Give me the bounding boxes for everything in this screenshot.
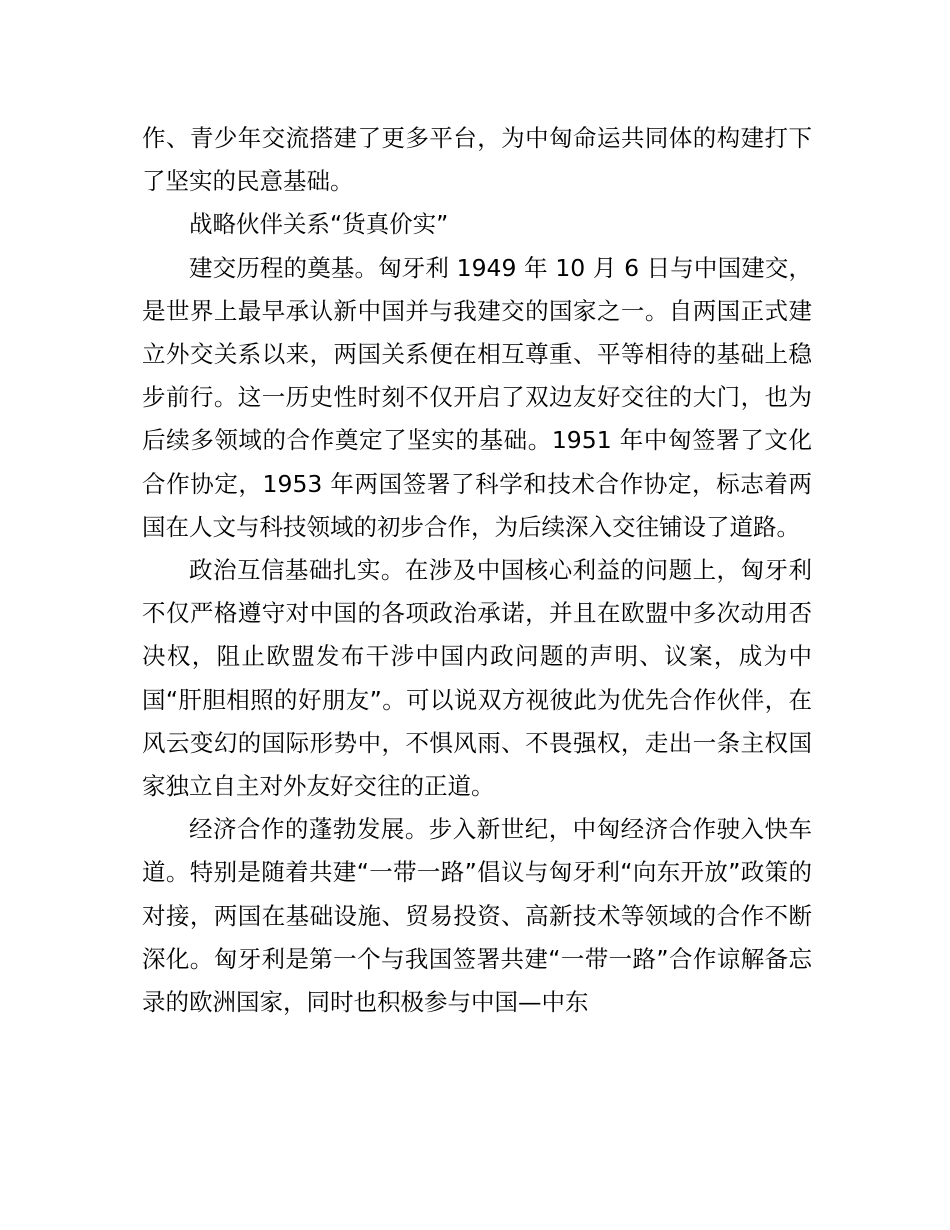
document-body [142, 117, 812, 1024]
paragraph-political-trust: 政治互信基础扎实。在涉及中国核心利益的问题上，匈牙利不仅严格遵守对中国的各项政治承诺，并且在欧盟中多次动用否决权，阻止欧盟发布干涉中国内政问题的声明、议案，成为中国“肝胆相照的好朋友”。可以说双方视彼此为优先合作伙伴，在风云变幻的国际形势中，不惧风雨、不畏强权，走出一条主权国家独立自主对外友好交往的正道。 [142, 556, 812, 801]
paragraph-diplomatic-history: 建交历程的奠基。匈牙利 1949 年 10 月 6 日与中国建交，是世界上最早承认新中国并与我建交的国家之一。自两国正式建立外交关系以来，两国关系便在相互尊重、平等相待的基础上稳步前行。这一历史性时刻不仅开启了双边友好交往的大门，也为后续多领域的合作奠定了坚实的基础。1951 年中匈签署了文化合作协定，1953 年两国签署了科学和技术合作协定，标志着两国在人文与科技领域的初步合作，为后续深入交往铺设了道路。 [142, 253, 812, 541]
paragraph-continuation: 作、青少年交流搭建了更多平台，为中匈命运共同体的构建打下了坚实的民意基础。 [142, 124, 812, 196]
paragraph-economic-cooperation: 经济合作的蓬勃发展。步入新世纪，中匈经济合作驶入快车道。特别是随着共建“一带一路”倡议与匈牙利“向东开放”政策的对接，两国在基础设施、贸易投资、高新技术等领域的合作不断深化。匈牙利是第一个与我国签署共建“一带一路”合作谅解备忘录的欧洲国家，同时也积极参与中国—中东 [142, 815, 812, 1017]
section-heading: 战略伙伴关系“货真价实” [189, 210, 449, 239]
